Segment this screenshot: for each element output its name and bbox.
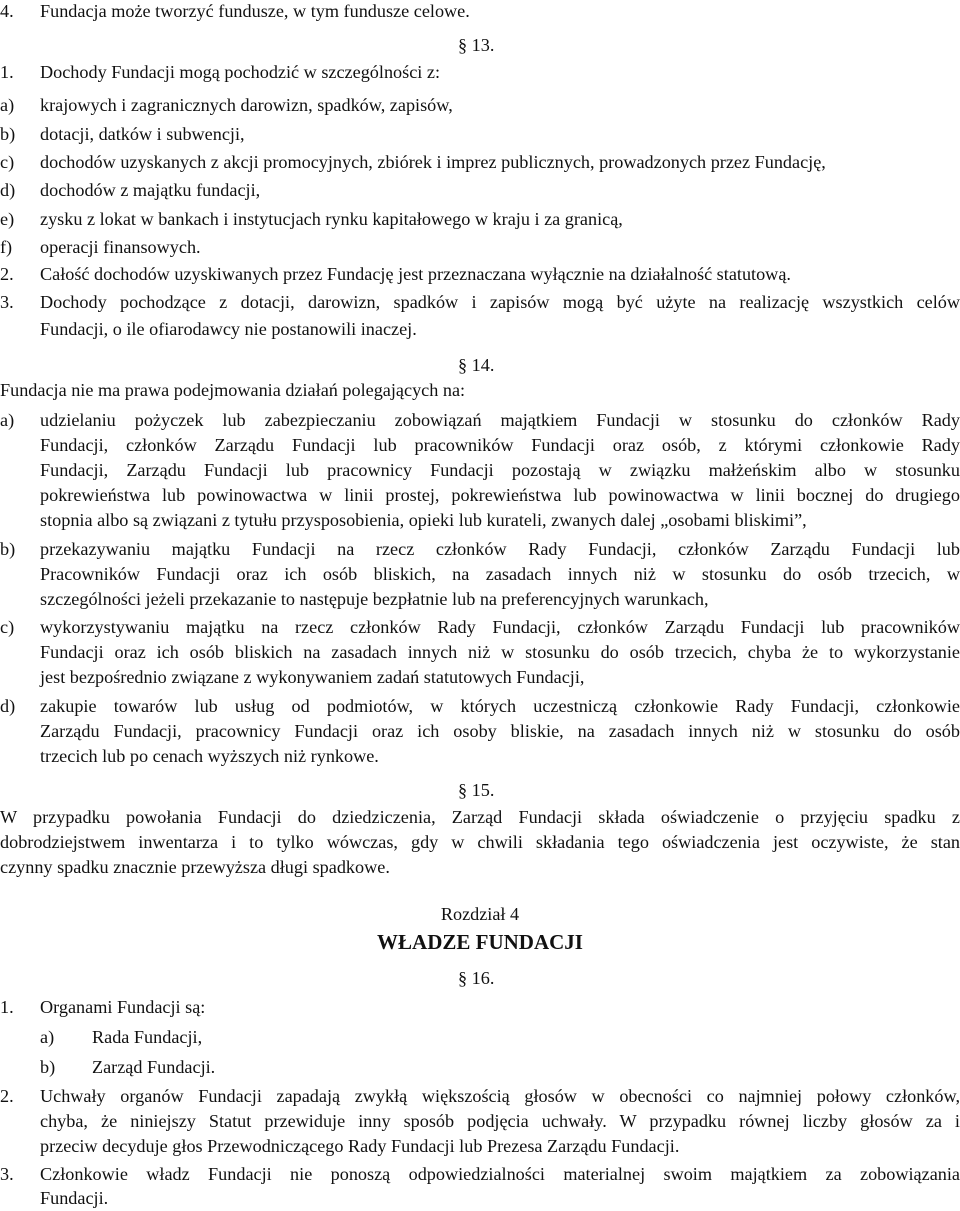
paragraph-text: Fundacji. xyxy=(40,1188,109,1208)
item-text: zysku z lokat w bankach i instytucjach rynku kapitałowego w kraju i za granicą, xyxy=(40,209,623,229)
item-label: a) xyxy=(40,1027,55,1047)
item-text: Fundacji oraz ich osób bliskich na zasadach innych niż w stosunku do osób trzecich, chyba że to wykorzystanie xyxy=(40,642,960,662)
item-text: Zarząd Fundacji. xyxy=(92,1057,216,1077)
item-text: przekazywaniu majątku Fundacji na rzecz członków Rady Fundacji, członków Zarządu Fundacji lub xyxy=(40,539,960,559)
item-text: Pracowników Fundacji oraz ich osób bliskich, na zasadach innych niż w stosunku do osób trzecich, w xyxy=(40,564,960,584)
item-label: a) xyxy=(0,95,15,115)
paragraph-number: 2. xyxy=(0,1086,14,1106)
item-text: udzielaniu pożyczek lub zabezpieczaniu zobowiązań majątkiem Fundacji w stosunku do członków Rady xyxy=(40,410,960,430)
item-text: Zarządu Fundacji, pracownicy Fundacji oraz ich osoby bliskie, na zasadach innych niż w stosunku do osób xyxy=(40,721,960,741)
paragraph-number: 2. xyxy=(0,264,14,284)
paragraph-text: Całość dochodów uzyskiwanych przez Fundację jest przeznaczana wyłącznie na działalność statutową. xyxy=(40,264,791,284)
item-text: operacji finansowych. xyxy=(40,237,201,257)
item-label: b) xyxy=(0,539,16,559)
item-text: dotacji, datków i subwencji, xyxy=(40,124,245,144)
item-text: dochodów uzyskanych z akcji promocyjnych, zbiórek i imprez publicznych, prowadzonych przez Fundację, xyxy=(40,152,826,172)
item-text: pokrewieństwa lub powinowactwa w linii prostej, pokrewieństwa lub powinowactwa w linii bocznej do drugiego xyxy=(40,485,960,505)
item-label: d) xyxy=(0,180,16,200)
section-14-heading: § 14. xyxy=(458,355,495,375)
item-text: wykorzystywaniu majątku na rzecz członków Rady Fundacji, członków Zarządu Fundacji lub pracowników xyxy=(40,617,960,637)
paragraph-number: 1. xyxy=(0,997,14,1017)
paragraph-text: Fundacja może tworzyć fundusze, w tym fundusze celowe. xyxy=(40,1,470,21)
paragraph-text: Organami Fundacji są: xyxy=(40,997,206,1017)
item-text: krajowych i zagranicznych darowizn, spadków, zapisów, xyxy=(40,95,453,115)
section-15-heading: § 15. xyxy=(458,780,495,800)
paragraph-number: 1. xyxy=(0,62,14,82)
item-label: a) xyxy=(0,410,15,430)
item-text: dochodów z majątku fundacji, xyxy=(40,180,261,200)
item-text: zakupie towarów lub usług od podmiotów, w których uczestniczą członkowie Rady Fundacji, członkowie xyxy=(40,696,960,716)
item-label: d) xyxy=(0,696,16,716)
section-16-heading: § 16. xyxy=(458,968,495,988)
item-label: f) xyxy=(0,237,13,257)
paragraph-text: czynny spadku znacznie przewyższa długi spadkowe. xyxy=(0,857,390,877)
paragraph-number: 3. xyxy=(0,292,14,312)
chapter-title: WŁADZE FUNDACJI xyxy=(377,930,583,954)
item-label: c) xyxy=(0,152,15,172)
paragraph-text: Członkowie władz Fundacji nie ponoszą odpowiedzialności materialnej swoim majątkiem za zobowiązania xyxy=(40,1164,960,1184)
item-label: c) xyxy=(0,617,15,637)
item-text: Fundacji, Zarządu Fundacji lub pracownicy Fundacji pozostają w związku małżeńskim albo w stosunku xyxy=(40,460,960,480)
paragraph-text: Dochody Fundacji mogą pochodzić w szczególności z: xyxy=(40,62,441,82)
paragraph-number: 4. xyxy=(0,1,14,21)
item-text: jest bezpośrednio związane z wykonywaniem zadań statutowych Fundacji, xyxy=(40,667,585,687)
paragraph-text: dobrodziejstwem inwentarza i to tylko wówczas, gdy w chwili składania tego oświadczenia jest oczywiste, że stan xyxy=(0,832,960,852)
paragraph-text: przeciw decyduje głos Przewodniczącego Rady Fundacji lub Prezesa Zarządu Fundacji. xyxy=(40,1136,680,1156)
paragraph-text: Dochody pochodzące z dotacji, darowizn, spadków i zapisów mogą być użyte na realizację wszystkich celów xyxy=(40,292,960,312)
paragraph-text: Uchwały organów Fundacji zapadają zwykłą większością głosów w obecności co najmniej połowy członków, xyxy=(40,1086,960,1106)
section-13-heading: § 13. xyxy=(458,35,495,55)
item-text: trzecich lub po cenach wyższych niż rynkowe. xyxy=(40,746,379,766)
item-text: stopnia albo są związani z tytułu przysposobienia, opieki lub kurateli, zwanych dalej „osobami bliskimi”, xyxy=(40,510,807,530)
item-label: b) xyxy=(0,124,16,144)
paragraph-text: chyba, że niniejszy Statut przewiduje inny sposób podjęcia uchwały. W przypadku równej liczby głosów za i xyxy=(40,1111,960,1131)
item-text: Rada Fundacji, xyxy=(92,1027,203,1047)
paragraph-text: W przypadku powołania Fundacji do dziedziczenia, Zarząd Fundacji składa oświadczenie o przyjęciu spadku z xyxy=(0,807,960,827)
paragraph-number: 3. xyxy=(0,1164,14,1184)
paragraph-text: Fundacja nie ma prawa podejmowania działań polegających na: xyxy=(0,380,466,400)
item-label: e) xyxy=(0,209,15,229)
item-text: Fundacji, członków Zarządu Fundacji lub pracowników Fundacji oraz osób, z którymi członkowie Rady xyxy=(40,435,960,455)
chapter-label: Rozdział 4 xyxy=(440,904,520,924)
paragraph-text: Fundacji, o ile ofiarodawcy nie postanowili inaczej. xyxy=(40,319,417,339)
item-text: szczególności jeżeli przekazanie to następuje bezpłatnie lub na preferencyjnych warunkach, xyxy=(40,589,709,609)
item-label: b) xyxy=(40,1057,56,1077)
